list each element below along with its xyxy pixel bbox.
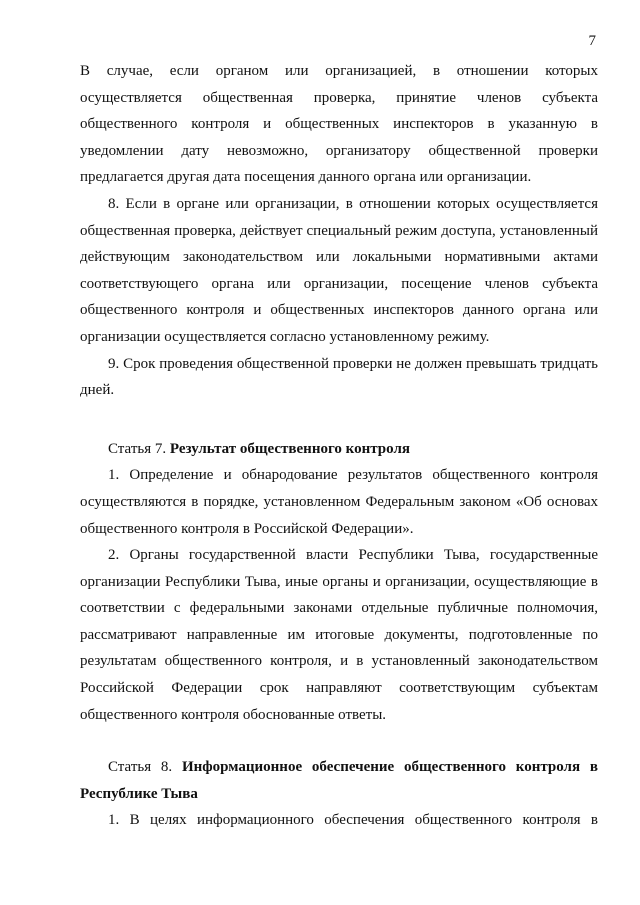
article-7-title: Результат общественного контроля: [169, 440, 410, 457]
article-7-paragraph-1: 1. Определение и обнародование результатов общественного контроля осуществляются в порядке, установленном Федеральным законом «Об основах общественного контроля в Российской Федерации».: [80, 467, 598, 537]
article-8-heading: [80, 754, 598, 807]
article-7-paragraph-2: 2. Органы государственной власти Республики Тыва, государственные организации Республики Тыва, иные органы и организации, осуществляющие в соответствии с федеральными законами отдельные публичные полномочия, рассматривают направленные им итоговые документы, подготовленные по результатам общественного контроля, и в установленный законодательством Российской Федерации срок направляют соответствующим субъектам общественного контроля обоснованные ответы.: [80, 547, 598, 723]
article-8-paragraph-1: 1. В целях информационного обеспечения общественного контроля в: [108, 812, 598, 829]
article-7-heading: [80, 436, 598, 463]
paragraph-9-inspection-term: 9. Срок проведения общественной проверки не должен превышать тридцать дней.: [80, 355, 598, 399]
document-body: [80, 58, 598, 834]
paragraph-visit-reschedule: В случае, если органом или организацией, в отношении которых осуществляется общественная проверка, принятие членов субъекта общественного контроля и общественных инспекторов в указанную в уведомлении дату невозможно, организатору общественной проверки предлагается другая дата посещения данного органа или организации.: [80, 63, 598, 186]
spacer: [80, 404, 598, 436]
page-number: 7: [588, 33, 596, 49]
article-7-prefix: Статья 7.: [108, 440, 170, 457]
spacer: [80, 728, 598, 754]
article-8-title: Информационное обеспечение общественного контроля в Республике Тыва: [80, 759, 598, 802]
article-8-prefix: Статья 8.: [108, 759, 182, 776]
paragraph-8-special-access: 8. Если в органе или организации, в отношении которых осуществляется общественная проверка, действует специальный режим доступа, установленный действующим законодательством или локальными нормативными актами соответствующего органа или организации, посещение членов субъекта общественного контроля и общественных инспекторов данного органа или организации осуществляется согласно установленному режиму.: [80, 195, 598, 345]
